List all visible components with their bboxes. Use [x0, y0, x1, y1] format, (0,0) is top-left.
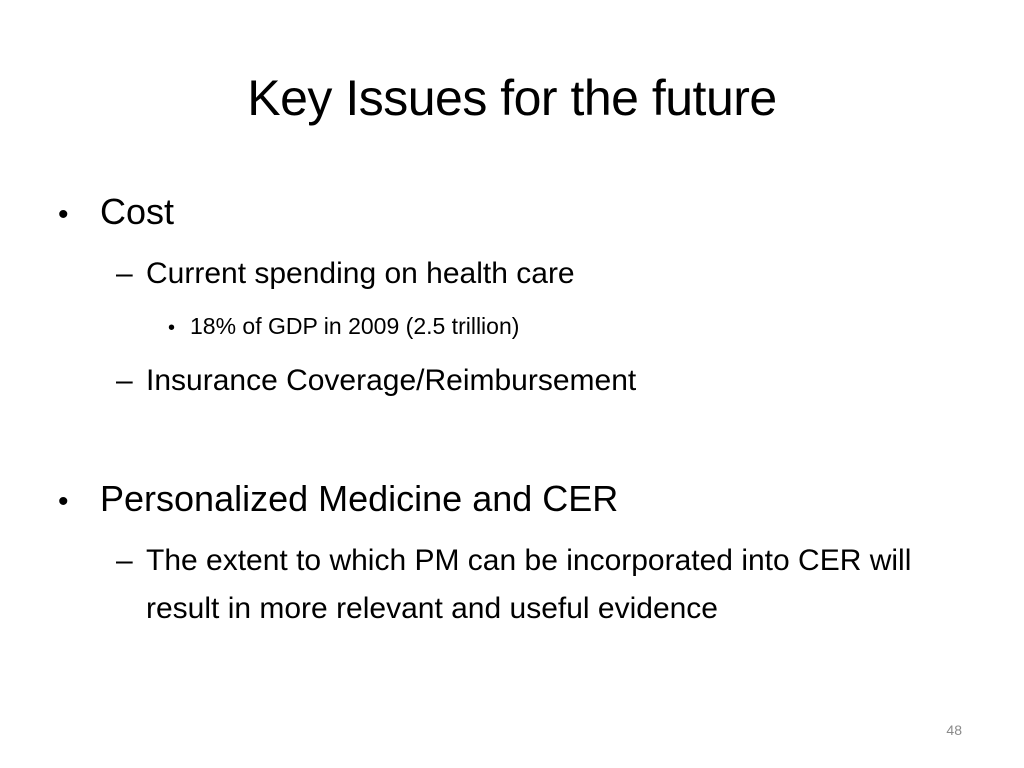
dash-marker: –	[116, 544, 133, 577]
bullet-personalized-medicine	[58, 477, 618, 524]
page-number: 48	[946, 722, 962, 738]
bullet-text-cost: Cost	[100, 191, 175, 232]
bullet-text-personalized-medicine: Personalized Medicine and CER	[100, 478, 619, 519]
slide-title: Key Issues for the future	[247, 70, 777, 126]
bullet-marker: •	[58, 198, 69, 231]
dash-marker: –	[116, 364, 133, 397]
sub-sub-bullet-text-gdp: 18% of GDP in 2009 (2.5 trillion)	[190, 313, 520, 339]
sub-bullet-text-insurance: Insurance Coverage/Reimbursement	[146, 364, 637, 397]
bullet-cost	[58, 190, 174, 237]
sub-bullet-text-extent: The extent to which PM can be incorporated into CER will result in more relevant and useful evidence	[146, 544, 912, 625]
sub-bullet-extent	[116, 537, 946, 633]
sub-sub-bullet-gdp	[168, 311, 519, 343]
bullet-marker: •	[58, 485, 69, 518]
sub-bullet-text-spending: Current spending on health care	[146, 257, 575, 290]
sub-bullet-insurance	[116, 357, 946, 405]
bullet-marker: •	[168, 317, 176, 339]
dash-marker: –	[116, 257, 133, 290]
sub-bullet-spending	[116, 250, 946, 298]
